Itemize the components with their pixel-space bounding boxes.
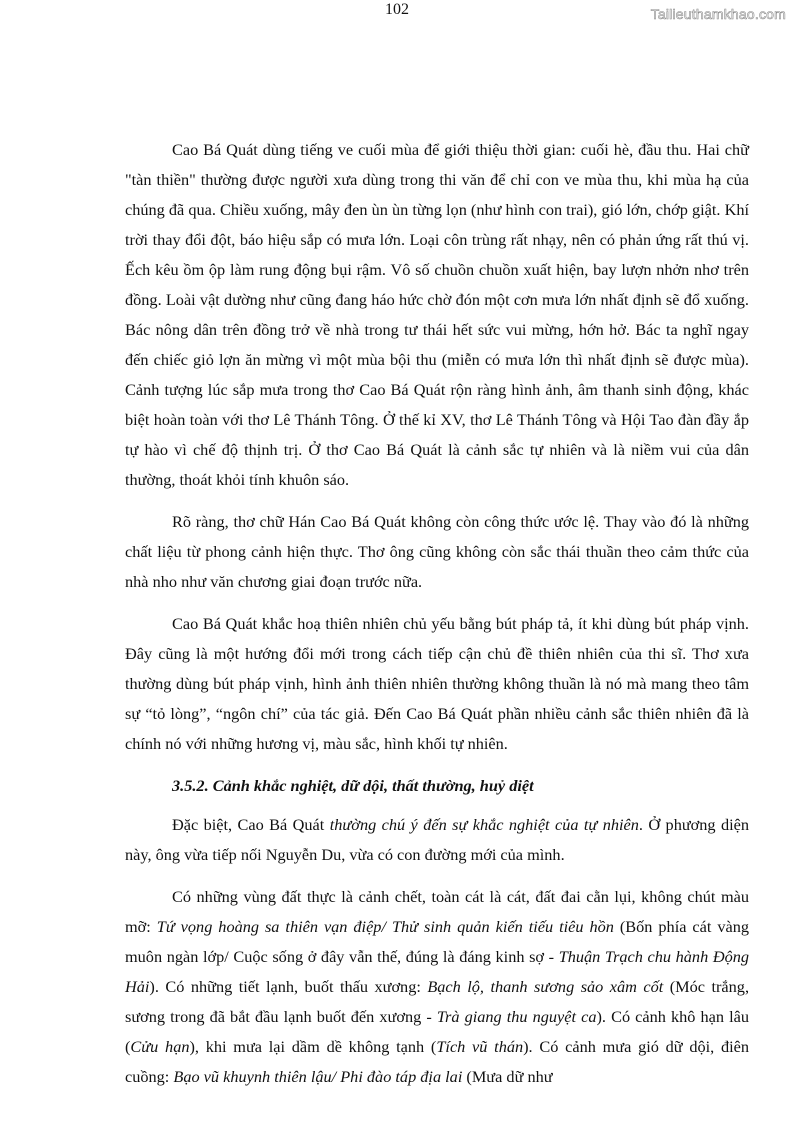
poem-title: Thuận Trạch chu hành Động Hải xyxy=(125,947,749,996)
poem-title: Cửu hạn xyxy=(130,1037,190,1056)
poem-title: Tích vũ thán xyxy=(436,1037,524,1056)
paragraph-2: Rõ ràng, thơ chữ Hán Cao Bá Quát không còn công thức ước lệ. Thay vào đó là những chất liệu từ phong cảnh hiện thực. Thơ ông cũng không còn sắc thái thuần theo cảm thức của nhà nho như văn chương giai đoạn trước nữa. xyxy=(125,512,749,591)
poem-title: Trà giang thu nguyệt ca xyxy=(436,1007,597,1026)
poem-quote: Bạo vũ khuynh thiên lậu/ Phi đào táp địa lai xyxy=(173,1067,463,1086)
p5-text: ). Có cảnh mưa gió dữ dội, điên cuồng: xyxy=(125,1037,750,1086)
p5-text: ), khi mưa lại dầm dề không tạnh ( xyxy=(189,1037,437,1056)
paragraph-1: Cao Bá Quát dùng tiếng ve cuối mùa để giới thiệu thời gian: cuối hè, đầu thu. Hai chữ "tàn thiền" thường được người xưa dùng trong thi văn để chỉ con ve mùa thu, khi mùa hạ của chúng đã qua. Chiều xuống, mây đen ùn ùn từng lọn (như hình con trai), gió lớn, chớp giật. Khí trời thay đổi đột, báo hiệu sắp có mưa lớn. Loại côn trùng rất nhạy, nên có phản ứng rất thú vị. Ếch kêu ồm ộp làm rung động bụi rậm. Vô số chuồn chuồn xuất hiện, bay lượn nhởn nhơ trên đồng. Loài vật dường như cũng đang háo hức chờ đón một cơn mưa lớn nhất định sẽ đổ xuống. Bác nông dân trên đồng trở về nhà trong tư thái hết sức vui mừng, hớn hở. Bác ta nghĩ ngay đến chiếc giỏ lợn ăn mừng vì một mùa bội thu (miễn có mưa lớn thì nhất định sẽ được mùa). Cảnh tượng lúc sắp mưa trong thơ Cao Bá Quát rộn ràng hình ảnh, âm thanh sinh động, khác biệt hoàn toàn với thơ Lê Thánh Tông. Ở thế kỉ XV, thơ Lê Thánh Tông và Hội Tao đàn đầy ắp tự hào vì chế độ thịnh trị. Ở thơ Cao Bá Quát là cảnh sắc tự nhiên và là niềm vui của dân thường, thoát khỏi tính khuôn sáo. xyxy=(125,140,749,489)
p5-text: Có những vùng đất thực là cảnh chết, toàn cát là cát, đất đai cằn lụi, không chút màu mỡ: xyxy=(125,887,749,936)
p5-text: ). Có những tiết lạnh, buốt thấu xương: xyxy=(149,977,428,996)
paragraph-4 xyxy=(125,810,749,870)
p4-text: Đặc biệt, Cao Bá Quát xyxy=(172,815,330,834)
poem-quote: Tứ vọng hoàng sa thiên vạn điệp/ Thử sinh quản kiến tiếu tiêu hồn xyxy=(156,917,614,936)
p5-text: ). Có cảnh khô hạn lâu ( xyxy=(125,1007,749,1056)
section-heading: 3.5.2. Cảnh khắc nghiệt, dữ dội, thất thường, huỷ diệt xyxy=(172,776,534,795)
paragraph-5 xyxy=(125,882,749,1092)
watermark: Tailieuthamkhao.com xyxy=(650,6,786,22)
page-number: 102 xyxy=(385,1,409,18)
document-body xyxy=(125,135,749,1104)
p4-text: . Ở phương diện này, ông vừa tiếp nối Nguyễn Du, vừa có con đường mới của mình. xyxy=(125,815,749,864)
poem-quote: Bạch lộ, thanh sương sảo xâm cốt xyxy=(427,977,664,996)
paragraph-3: Cao Bá Quát khắc hoạ thiên nhiên chủ yếu bằng bút pháp tả, ít khi dùng bút pháp vịnh. Đây cũng là một hướng đổi mới trong cách tiếp cận chủ đề thiên nhiên của thi sĩ. Thơ xưa thường dùng bút pháp vịnh, hình ảnh thiên nhiên thường không thuần là nó mà mang theo tâm sự “tỏ lòng”, “ngôn chí” của tác giả. Đến Cao Bá Quát phần nhiều cảnh sắc thiên nhiên đã là chính nó với những hương vị, màu sắc, hình khối tự nhiên. xyxy=(125,614,749,753)
p5-text: (Mưa dữ như xyxy=(462,1067,553,1086)
p4-emphasis: thường chú ý đến sự khắc nghiệt của tự nhiên xyxy=(329,815,639,834)
p5-text: (Bốn phía cát vàng muôn ngàn lớp/ Cuộc sống ở đây vẫn thế, đúng là đáng kinh sợ - xyxy=(125,917,749,966)
p5-text: (Móc trắng, sương trong đã bắt đầu lạnh buốt đến xương - xyxy=(125,977,750,1026)
